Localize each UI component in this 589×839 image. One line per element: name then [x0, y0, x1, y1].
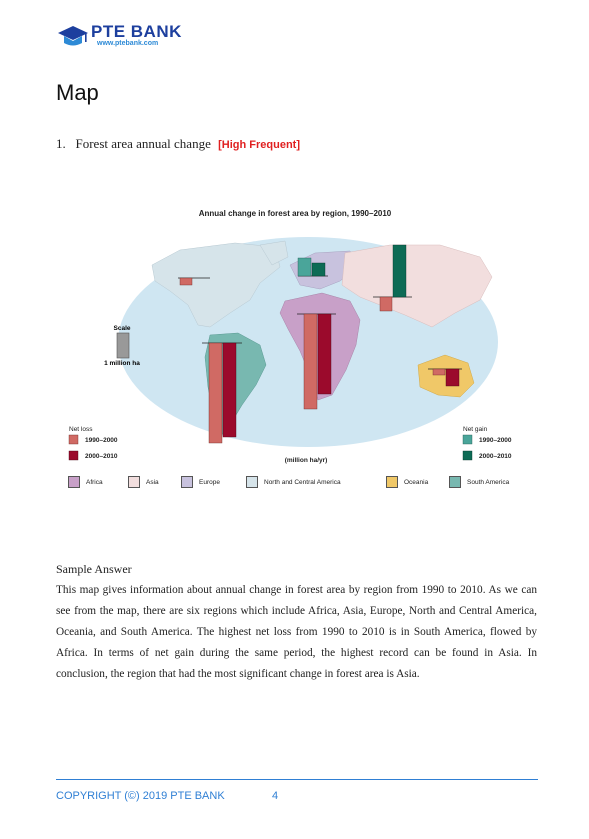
legend-label: Oceania	[404, 478, 429, 486]
legend-oceania	[386, 476, 428, 488]
sample-answer-body: This map gives information about annual change in forest area by region from 1990 to 2010. As we can see from the map, there are six regions which include Africa, Asia, Europe, North and Central America, Oceania, and South America. The highest net loss from 1990 to 2010 is in South America, flowed by Africa. In terms of net gain during the same period, the highest record can be found in Asia. In conclusion, the region that had the most significant change in forest area is Asia.	[56, 584, 537, 680]
pte-bank-logo	[57, 22, 197, 54]
net-loss-swatch-1	[69, 435, 78, 444]
legend-label: South America	[467, 478, 510, 486]
unit-label: (million ha/yr)	[284, 457, 328, 464]
legend-swatch	[449, 476, 461, 488]
region-legend	[68, 476, 538, 490]
legend-label: Asia	[146, 478, 159, 486]
question-number: 1.	[56, 136, 66, 151]
bar-oceania-2000-2010	[446, 369, 459, 386]
bar-africa-1990-2000	[304, 314, 317, 409]
bar-south-america-1990-2000	[209, 343, 222, 443]
net-gain-swatch-1	[463, 435, 472, 444]
legend-europe	[181, 476, 220, 488]
bar-asia-2000-2010	[393, 245, 406, 297]
legend-south-america	[449, 476, 509, 488]
legend-swatch	[68, 476, 80, 488]
legend-label: Africa	[86, 478, 103, 486]
map-title: Annual change in forest area by region, 1990–2010	[198, 209, 392, 218]
net-gain-period-1: 1990–2000	[479, 437, 512, 444]
legend-africa	[68, 476, 103, 488]
logo-url: www.ptebank.com	[97, 40, 159, 47]
sample-answer-title: Sample Answer	[56, 562, 132, 576]
footer-divider	[56, 779, 538, 780]
net-gain-period-2: 2000–2010	[479, 453, 512, 460]
frequency-tag: [High Frequent]	[218, 139, 300, 151]
logo-name: PTE BANK	[91, 22, 182, 41]
legend-swatch	[128, 476, 140, 488]
legend-asia	[128, 476, 159, 488]
world-map	[60, 205, 530, 467]
scale-bar	[117, 333, 129, 358]
footer-copyright: COPYRIGHT (©) 2019 PTE BANK	[56, 790, 225, 802]
page-title: Map	[56, 80, 99, 105]
bar-asia-1990-2000	[380, 297, 392, 311]
bar-north-america-1990-2000	[180, 278, 192, 285]
net-gain-swatch-2	[463, 451, 472, 460]
bar-africa-2000-2010	[318, 314, 331, 394]
legend-swatch	[181, 476, 193, 488]
page-number: 4	[272, 790, 279, 802]
legend-label: Europe	[199, 478, 220, 486]
legend-swatch	[246, 476, 258, 488]
forest-change-map	[60, 205, 530, 495]
net-loss-label: Net loss	[69, 426, 93, 433]
legend-swatch	[386, 476, 398, 488]
legend-north-central-america	[246, 476, 341, 488]
legend-label: North and Central America	[264, 478, 341, 486]
bar-europe-2000-2010	[312, 263, 325, 276]
net-loss-swatch-2	[69, 451, 78, 460]
graduation-cap-icon	[57, 24, 89, 50]
net-loss-period-1: 1990–2000	[85, 437, 118, 444]
scale-value: 1 million ha	[104, 360, 140, 367]
net-gain-label: Net gain	[463, 426, 488, 433]
bar-europe-1990-2000	[298, 258, 311, 276]
scale-label: Scale	[113, 325, 131, 332]
question-text: Forest area annual change	[75, 136, 211, 151]
bar-south-america-2000-2010	[223, 343, 236, 437]
bar-oceania-1990-2000	[433, 369, 445, 375]
question-heading	[56, 136, 300, 152]
net-loss-period-2: 2000–2010	[85, 453, 118, 460]
